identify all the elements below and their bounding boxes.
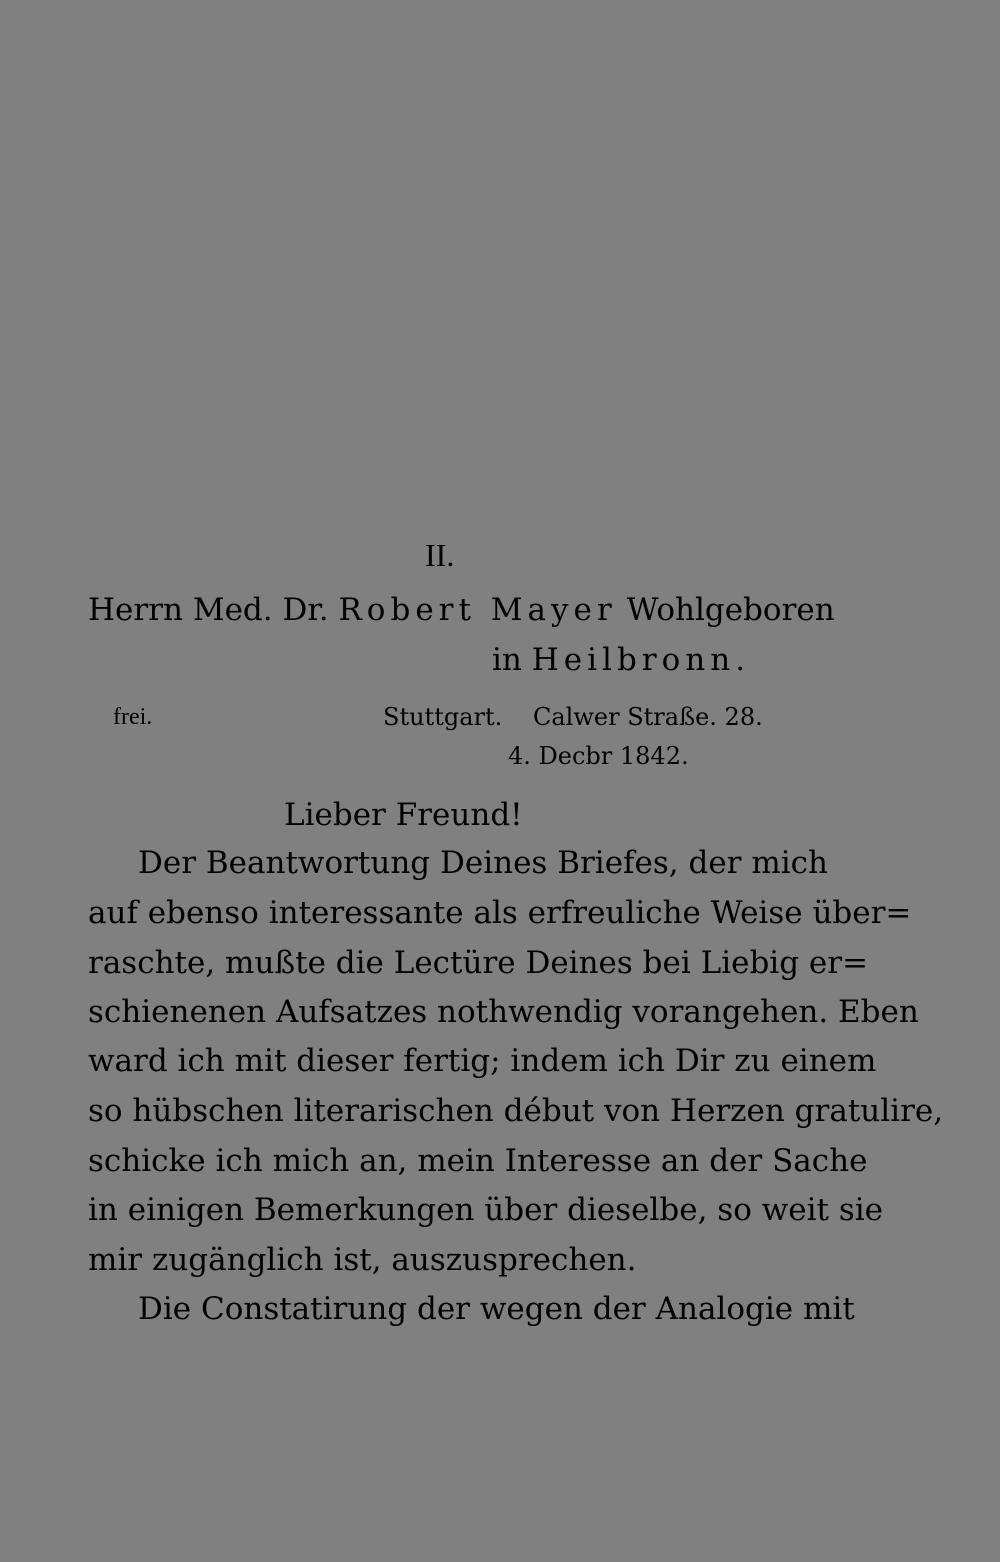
body-line: mir zugänglich ist, auszusprechen. <box>88 1242 637 1278</box>
recipient-name: Robert Mayer <box>338 592 617 628</box>
body-line: schienenen Aufsatzes nothwendig vorangehen. Eben <box>88 994 919 1030</box>
body-line: ward ich mit dieser fertig; indem ich Dir zu einem <box>88 1043 877 1079</box>
location-line <box>492 640 750 680</box>
salutation: Lieber Freund! <box>284 797 523 833</box>
chapter-number: II. <box>425 537 455 573</box>
body-line: so hübschen literarischen début von Herzen gratulire, <box>88 1093 944 1129</box>
body-line: schicke ich mich an, mein Interesse an der Sache <box>88 1143 868 1179</box>
sender-place: Stuttgart. <box>383 703 503 731</box>
location-prefix: in <box>492 642 522 678</box>
recipient-city: Heilbronn. <box>531 642 751 678</box>
address-line <box>88 590 835 630</box>
body-line: in einigen Bemerkungen über dieselbe, so weit sie <box>88 1192 883 1228</box>
body-line: auf ebenso interessante als erfreuliche Weise über= <box>88 895 912 931</box>
sender-street: Calwer Straße. 28. <box>533 703 763 731</box>
honorific: Wohlgeboren <box>626 592 835 628</box>
body-line: raschte, mußte die Lectüre Deines bei Liebig er= <box>88 945 869 981</box>
address-prefix: Herrn Med. Dr. <box>88 592 329 628</box>
postage-note: frei. <box>113 704 153 730</box>
body-line: Der Beantwortung Deines Briefes, der mich <box>138 845 828 881</box>
letter-date: 4. Decbr 1842. <box>508 742 689 770</box>
body-line: Die Constatirung der wegen der Analogie mit <box>138 1291 855 1327</box>
